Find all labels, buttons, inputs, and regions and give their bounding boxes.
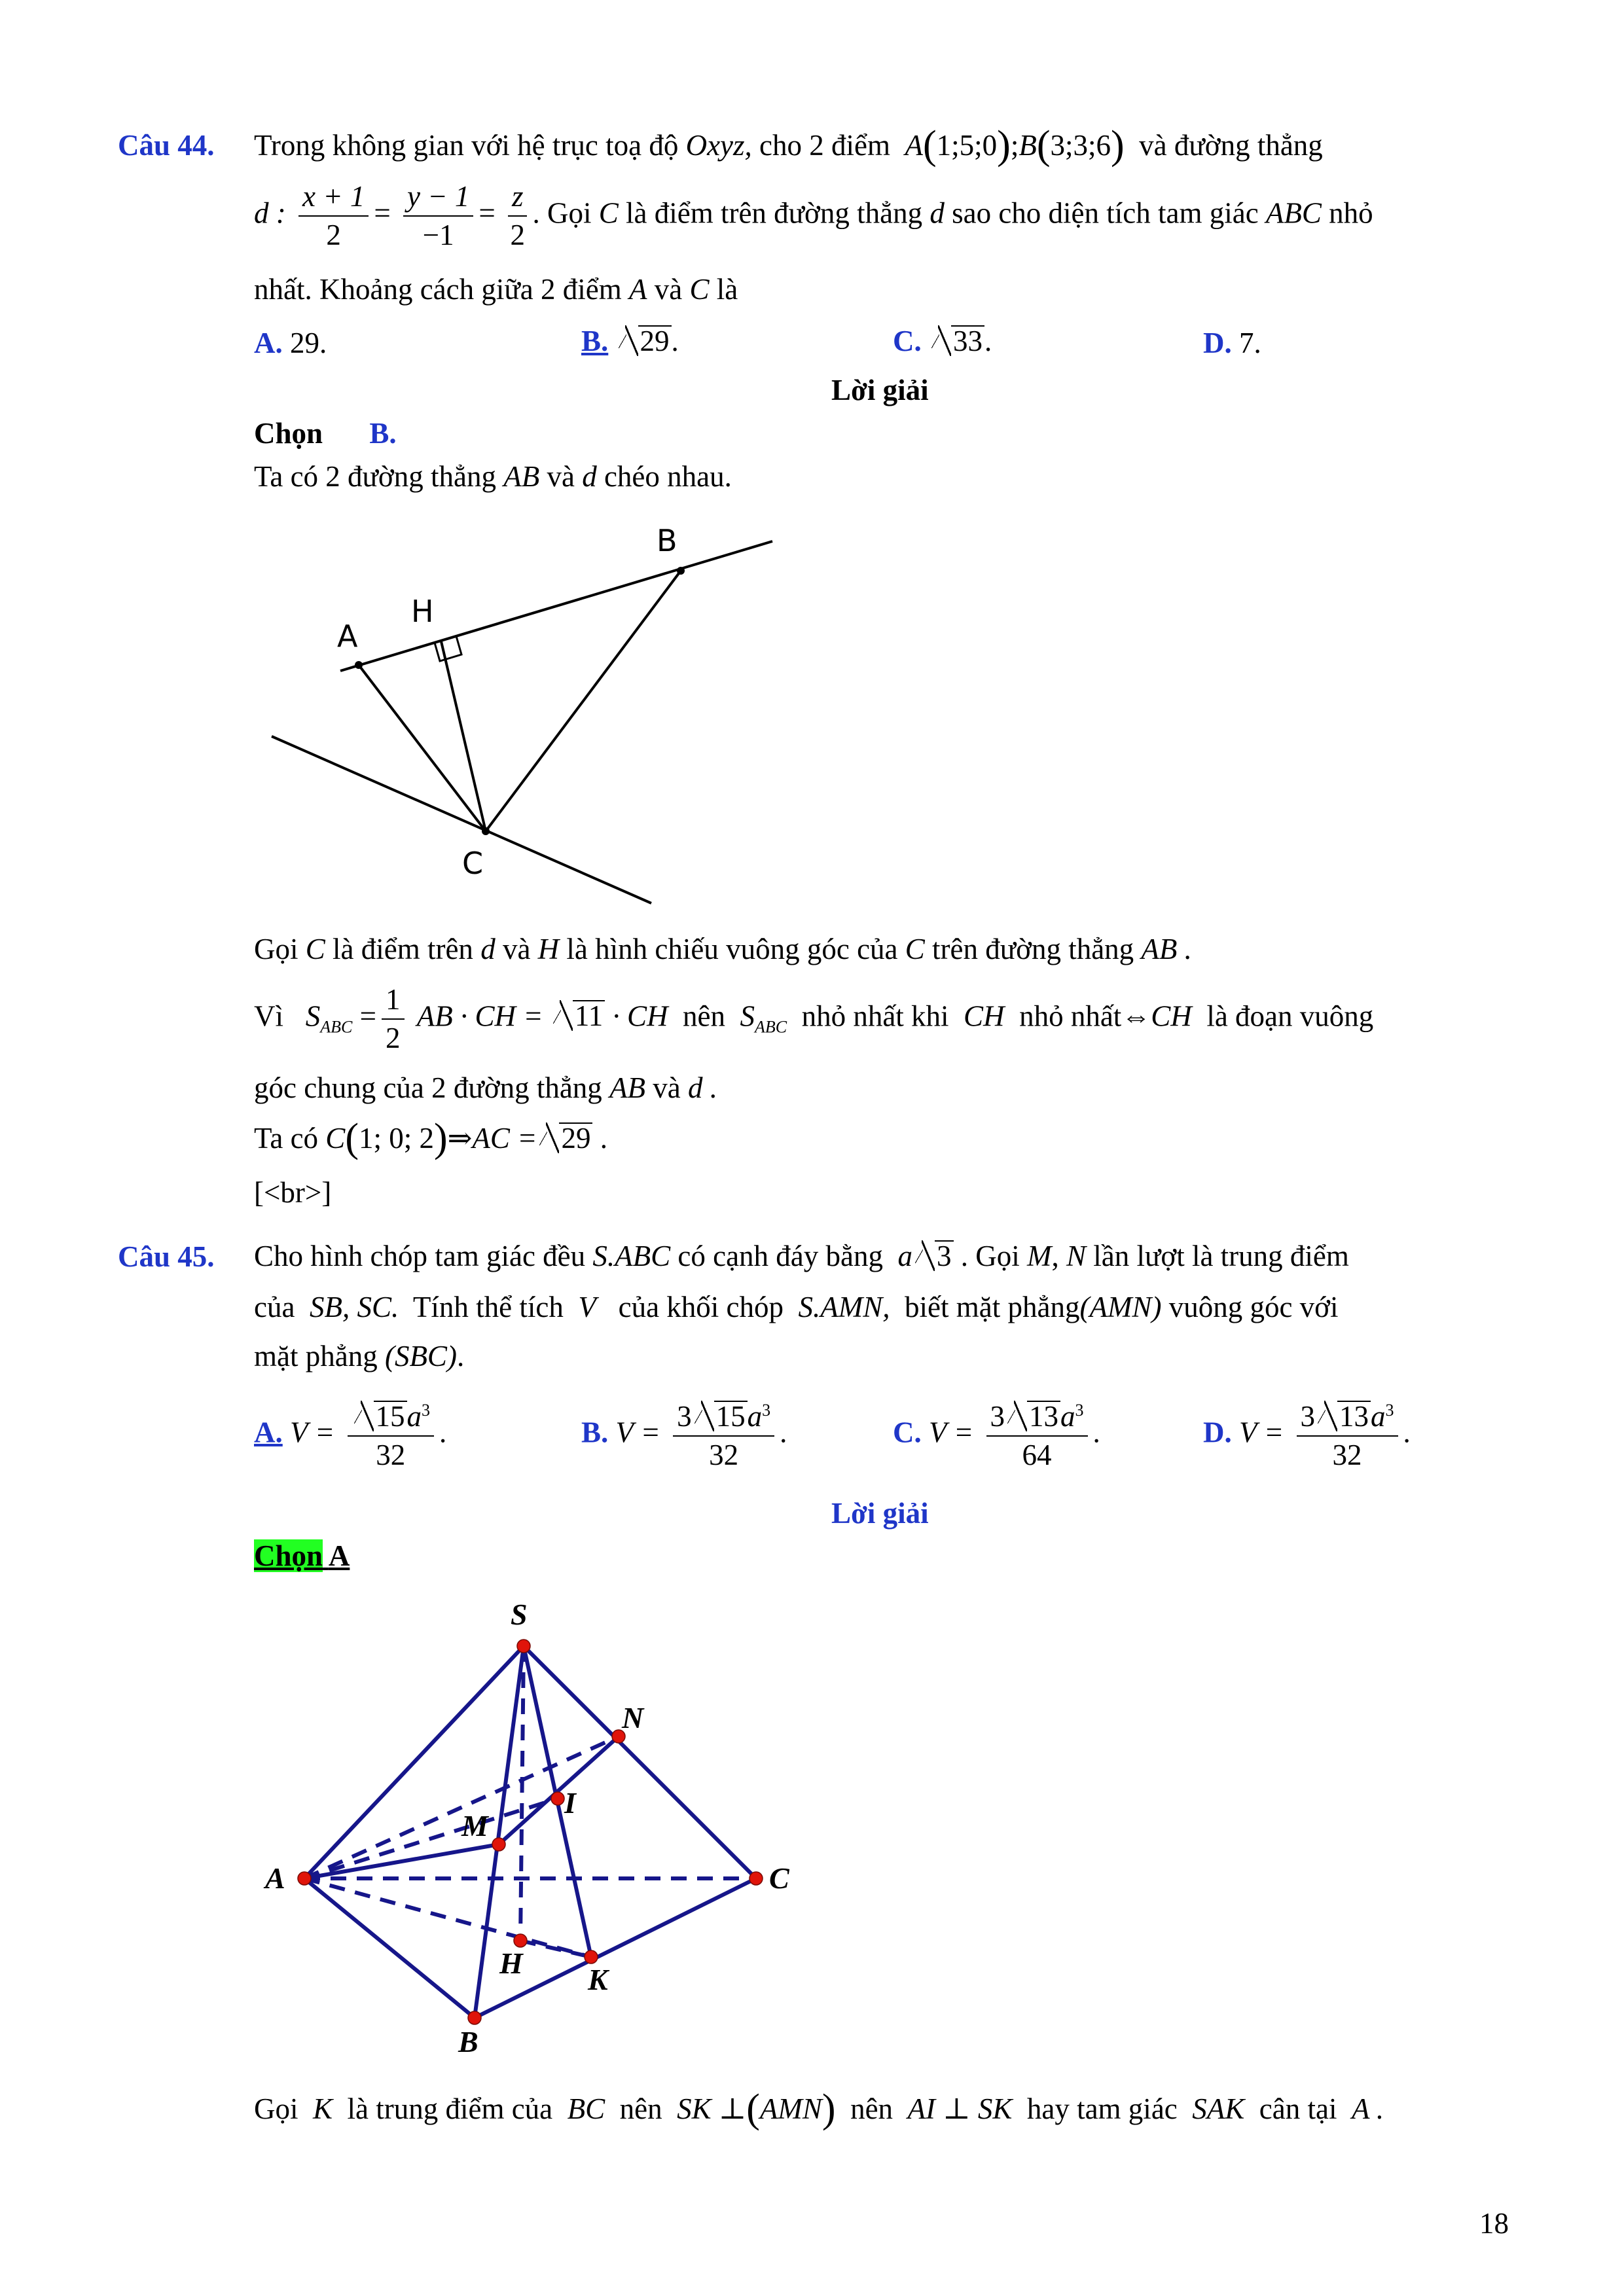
q44-sol-line2: Gọi C là điểm trên d và H là hình chiếu vuông góc của C trên đường thẳng AB .	[254, 933, 1192, 965]
edge-sc	[524, 1646, 756, 1878]
q45-line2: của SB, SC. Tính thể tích V của khối chóp S.AMN, biết mặt phẳng(AMN) vuông góc với	[254, 1291, 1339, 1323]
page-number: 18	[1479, 2207, 1509, 2240]
fig2-label-h: H	[499, 1946, 523, 1980]
fig1-label-h: H	[411, 594, 434, 629]
q45-sol-line1: Gọi K là trung điểm của BC nên SK ⊥(AMN) nên AI ⊥ SK hay tam giác SAK cân tại A .	[254, 2087, 1384, 2131]
fig2-label-s: S	[511, 1598, 528, 1631]
br-marker: [<br>]	[254, 1176, 332, 1209]
point-h	[514, 1934, 527, 1947]
q45-line1: Cho hình chóp tam giác đều S.ABC có cạnh đáy bằng a 3 . Gọi M, N lần lượt là trung điểm	[254, 1240, 1349, 1272]
point-m	[492, 1838, 505, 1851]
point-k	[585, 1950, 598, 1964]
segment-sh-hidden	[520, 1646, 524, 1941]
q44-label: Câu 44.	[118, 129, 215, 162]
q44-sol-line4: góc chung của 2 đường thẳng AB và d .	[254, 1071, 718, 1104]
fig2-label-k: K	[588, 1963, 608, 1996]
fig1-label-c: C	[462, 846, 484, 881]
q45-option-b[interactable]: B. V = $\frac{3 15a^3}{32}$ .	[581, 1400, 787, 1471]
q44-line3: nhất. Khoảng cách giữa 2 điểm A và C là	[254, 273, 738, 306]
fig2-label-m: M	[461, 1809, 488, 1842]
q45-option-c[interactable]: C. V = $\frac{3 13a^3}{64}$ .	[893, 1400, 1100, 1471]
q44-sol-line5: Ta có C(1; 0; 2)⇒AC = 29 .	[254, 1116, 607, 1160]
fig2-label-a: A	[265, 1861, 285, 1895]
q44-chon: Chọn B.	[254, 417, 397, 450]
point-a	[298, 1872, 311, 1885]
q44-sol-line3: Vì $S_{ABC}$ = $\frac{1}{2}$ AB · CH = 11 · CH nên $S_{ABC}$ nhỏ nhất khi CH nhỏ nhất⇔CH là đoạn vuông	[254, 983, 1374, 1054]
q44-option-a[interactable]: A. 29.	[254, 327, 327, 359]
q45-option-d[interactable]: D. V = $\frac{3 13a^3}{32}$ .	[1203, 1400, 1411, 1471]
fig2-label-n: N	[622, 1701, 644, 1734]
q44-line1: Trong không gian với hệ trục toạ độ Oxyz, cho 2 điểm A(1;5;0);B(3;3;6) và đường thẳng	[254, 123, 1323, 168]
q45-line3: mặt phẳng (SBC).	[254, 1340, 465, 1372]
q44-line2: d : $\frac{x + 1}{2}$ = $\frac{y - 1}{-1}$ = $\frac{z}{2}$ . Gọi C là điểm trên đường thẳng d sao cho diện tích tam giác ABC nhỏ	[254, 180, 1373, 251]
point-b	[468, 2011, 481, 2024]
q44-option-c[interactable]: C. 33.	[893, 325, 992, 357]
fig2-label-i: I	[564, 1786, 576, 1820]
edge-ab	[304, 1878, 475, 2018]
point-s	[517, 1640, 530, 1653]
q45-option-a[interactable]: A. V = $\frac{15a^3}{32}$ .	[254, 1400, 447, 1471]
q44-option-d[interactable]: D. 7.	[1203, 327, 1261, 359]
point-c	[749, 1872, 763, 1885]
fig2-label-c: C	[769, 1861, 789, 1895]
q45-chon: Chọn A	[254, 1539, 350, 1572]
q45-solution-title: Lời giải	[831, 1497, 929, 1530]
fig1-label-b: B	[657, 523, 677, 558]
q44-sol-line1: Ta có 2 đường thẳng AB và d chéo nhau.	[254, 460, 732, 493]
segment-mn	[499, 1736, 619, 1844]
q44-solution-title: Lời giải	[831, 374, 929, 406]
q44-option-b[interactable]: B. 29.	[581, 325, 679, 357]
point-i	[551, 1792, 564, 1805]
q45-label: Câu 45.	[118, 1240, 215, 1273]
fig2-label-b: B	[458, 2025, 478, 2058]
segment-hk-hidden	[520, 1941, 591, 1957]
fig1-label-a: A	[337, 619, 358, 654]
